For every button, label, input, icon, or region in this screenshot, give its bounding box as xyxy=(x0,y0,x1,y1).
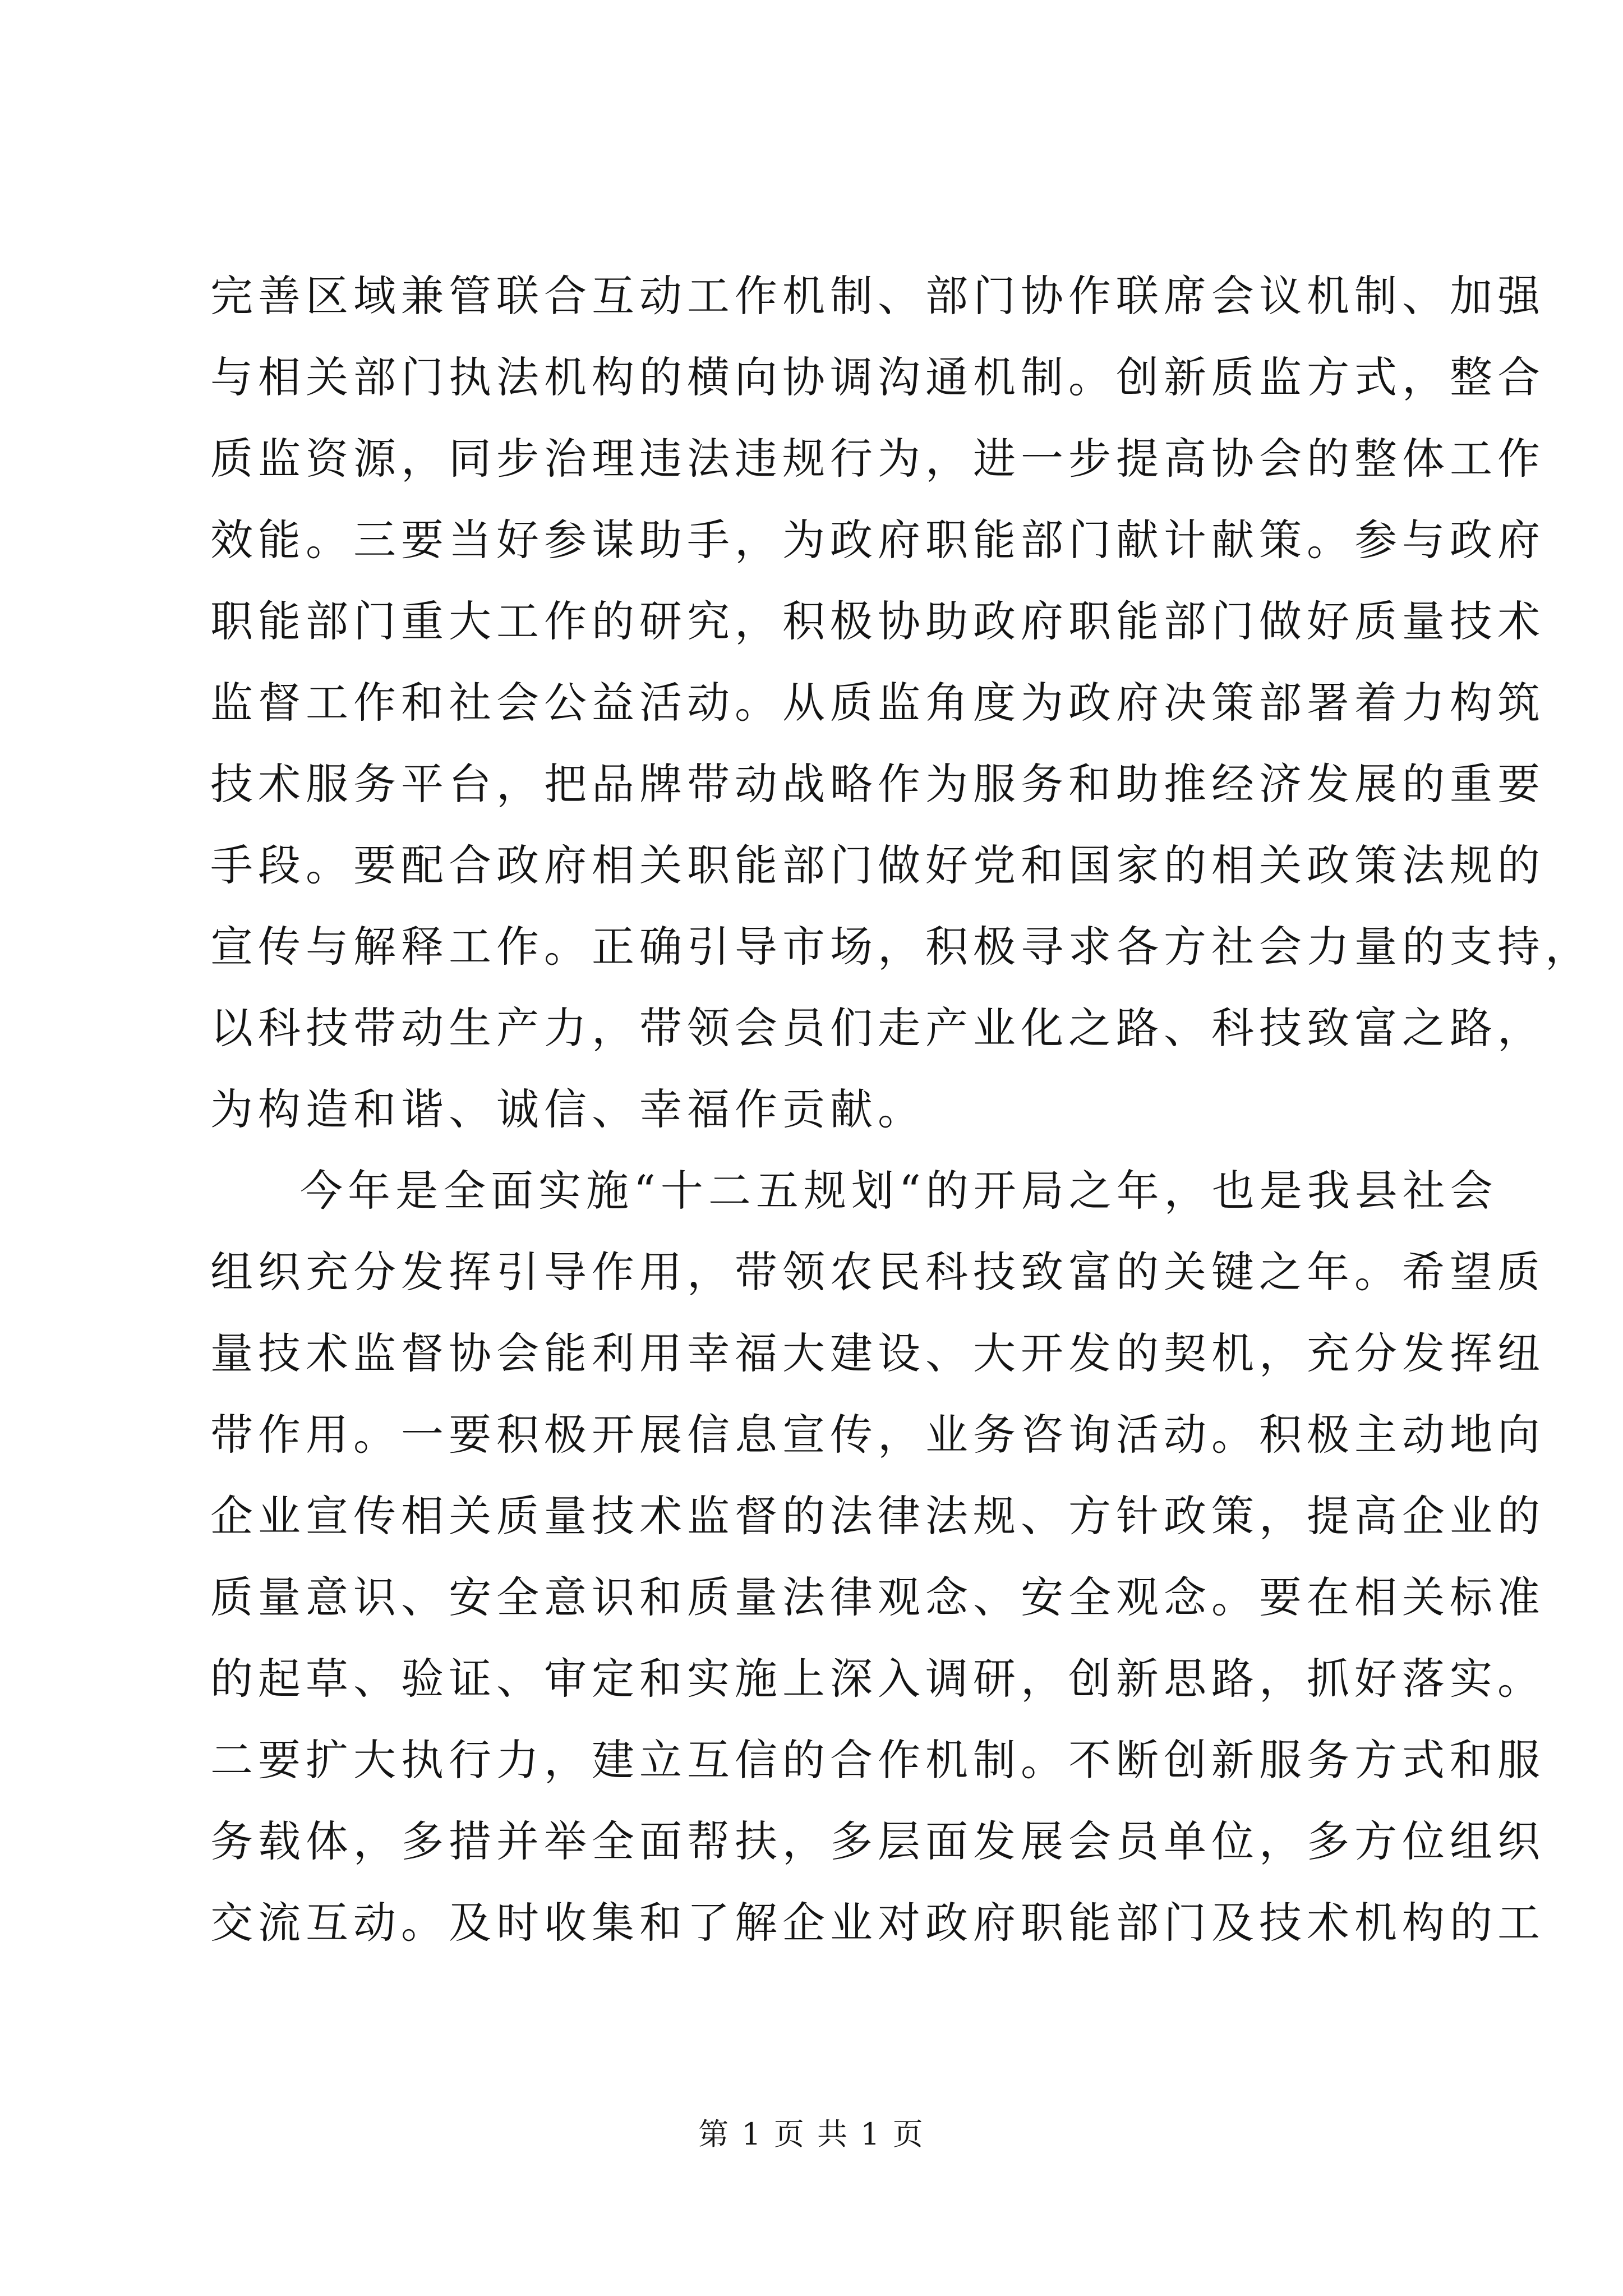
text-line: 宣传与解释工作。正确引导市场，积极寻求各方社会力量的支持， xyxy=(210,922,1593,972)
page-number-label: 第 1 页 共 1 页 xyxy=(698,2116,925,2152)
text-line: 手段。要配合政府相关职能部门做好党和国家的相关政策法规的 xyxy=(210,840,1545,890)
text-line: 为构造和谐、诚信、幸福作贡献。 xyxy=(210,1084,925,1134)
text-line: 与相关部门执法机构的横向协调沟通机制。创新质监方式，整合 xyxy=(210,352,1545,402)
text-line: 以科技带动生产力，带领会员们走产业化之路、科技致富之路， xyxy=(210,1003,1545,1053)
paragraph-start-line: 今年是全面实施“十二五规划“的开局之年，也是我县社会 xyxy=(300,1166,1498,1216)
text-line: 组织充分发挥引导作用，带领农民科技致富的关键之年。希望质 xyxy=(210,1247,1545,1297)
text-line: 务载体，多措并举全面帮扶，多层面发展会员单位，多方位组织 xyxy=(210,1816,1545,1866)
page-footer xyxy=(0,2115,1623,2154)
text-line: 技术服务平台，把品牌带动战略作为服务和助推经济发展的重要 xyxy=(210,759,1545,809)
text-line: 完善区域兼管联合互动工作机制、部门协作联席会议机制、加强 xyxy=(210,271,1545,321)
text-line: 带作用。一要积极开展信息宣传，业务咨询活动。积极主动地向 xyxy=(210,1410,1545,1460)
text-line: 监督工作和社会公益活动。从质监角度为政府决策部署着力构筑 xyxy=(210,678,1545,728)
text-line: 企业宣传相关质量技术监督的法律法规、方针政策，提高企业的 xyxy=(210,1491,1545,1541)
text-line: 的起草、验证、审定和实施上深入调研，创新思路，抓好落实。 xyxy=(210,1654,1545,1704)
text-line: 交流互动。及时收集和了解企业对政府职能部门及技术机构的工 xyxy=(210,1898,1545,1948)
text-line: 质监资源，同步治理违法违规行为，进一步提高协会的整体工作 xyxy=(210,434,1545,484)
text-line: 质量意识、安全意识和质量法律观念、安全观念。要在相关标准 xyxy=(210,1572,1545,1622)
text-line: 二要扩大执行力，建立互信的合作机制。不断创新服务方式和服 xyxy=(210,1735,1545,1785)
body-text xyxy=(210,255,1593,1963)
text-line: 量技术监督协会能利用幸福大建设、大开发的契机，充分发挥纽 xyxy=(210,1328,1545,1378)
text-line: 职能部门重大工作的研究，积极协助政府职能部门做好质量技术 xyxy=(210,596,1545,646)
text-line: 效能。三要当好参谋助手，为政府职能部门献计献策。参与政府 xyxy=(210,515,1545,565)
